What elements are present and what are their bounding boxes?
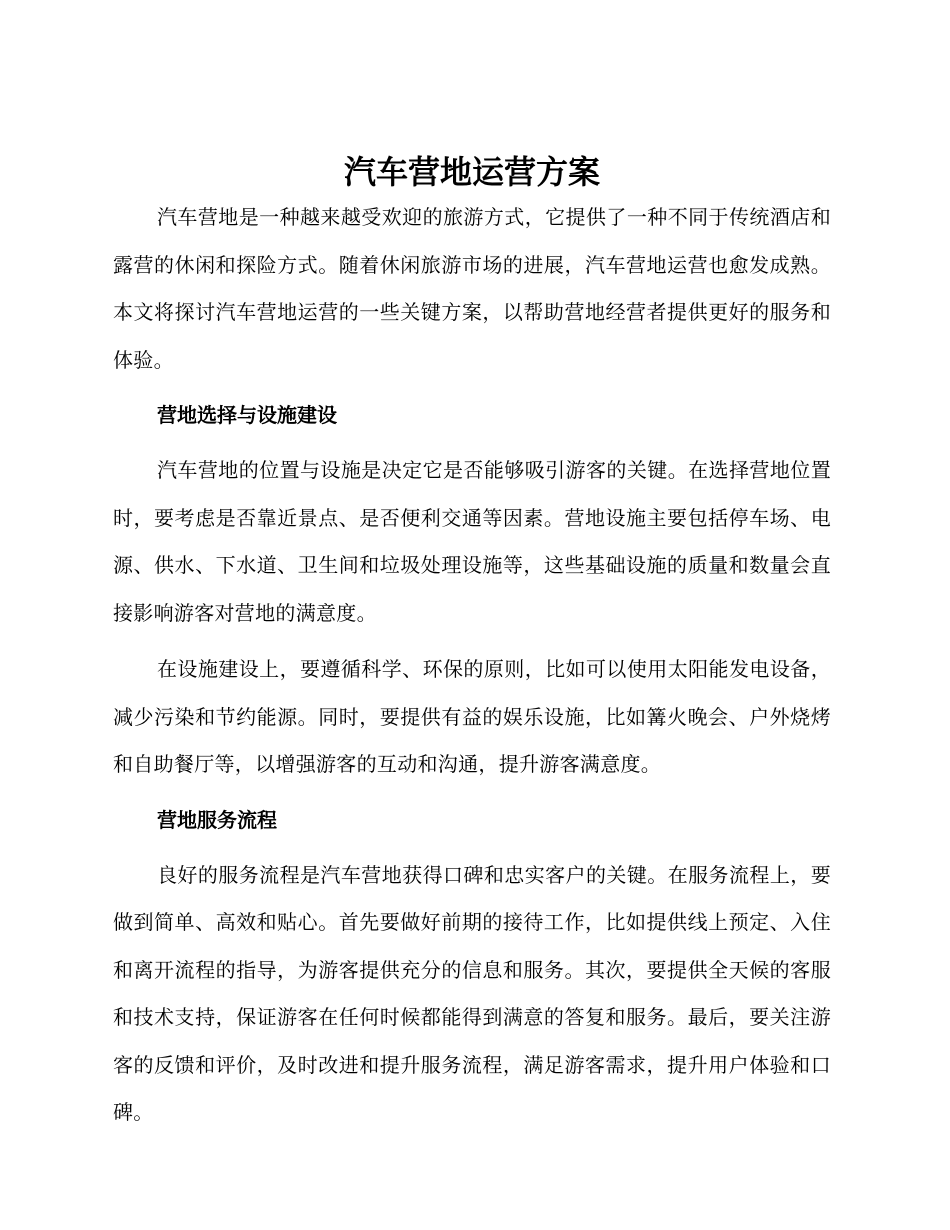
paragraph-service-process: 良好的服务流程是汽车营地获得口碑和忠实客户的关键。在服务流程上，要做到简单、高效和贴心。首先要做好前期的接待工作，比如提供线上预定、入住和离开流程的指导，为游客提供充分的信息和服务。其次，要提供全天候的客服和技术支持，保证游客在任何时候都能得到满意的答复和服务。最后，要关注游客的反馈和评价，及时改进和提升服务流程，满足游客需求，提升用户体验和口碑。 bbox=[113, 862, 831, 1124]
document-title: 汽车营地运营方案 bbox=[343, 153, 600, 191]
section-heading-site-selection: 营地选择与设施建设 bbox=[157, 403, 337, 427]
section-heading-service-process: 营地服务流程 bbox=[157, 807, 277, 832]
paragraph-site-location: 汽车营地的位置与设施是决定它是否能够吸引游客的关键。在选择营地位置时，要考虑是否靠近景点、是否便利交通等因素。营地设施主要包括停车场、电源、供水、下水道、卫生间和垃圾处理设施等，这些基础设施的质量和数量会直接影响游客对营地的满意度。 bbox=[113, 458, 831, 625]
document-page bbox=[113, 150, 831, 1137]
intro-paragraph: 汽车营地是一种越来越受欢迎的旅游方式，它提供了一种不同于传统酒店和露营的休闲和探险方式。随着休闲旅游市场的进展，汽车营地运营也愈发成熟。本文将探讨汽车营地运营的一些关键方案，以帮助营地经营者提供更好的服务和体验。 bbox=[113, 205, 831, 372]
paragraph-facility-construction: 在设施建设上，要遵循科学、环保的原则，比如可以使用太阳能发电设备，减少污染和节约能源。同时，要提供有益的娱乐设施，比如篝火晚会、户外烧烤和自助餐厅等，以增强游客的互动和沟通，提升游客满意度。 bbox=[113, 657, 831, 776]
